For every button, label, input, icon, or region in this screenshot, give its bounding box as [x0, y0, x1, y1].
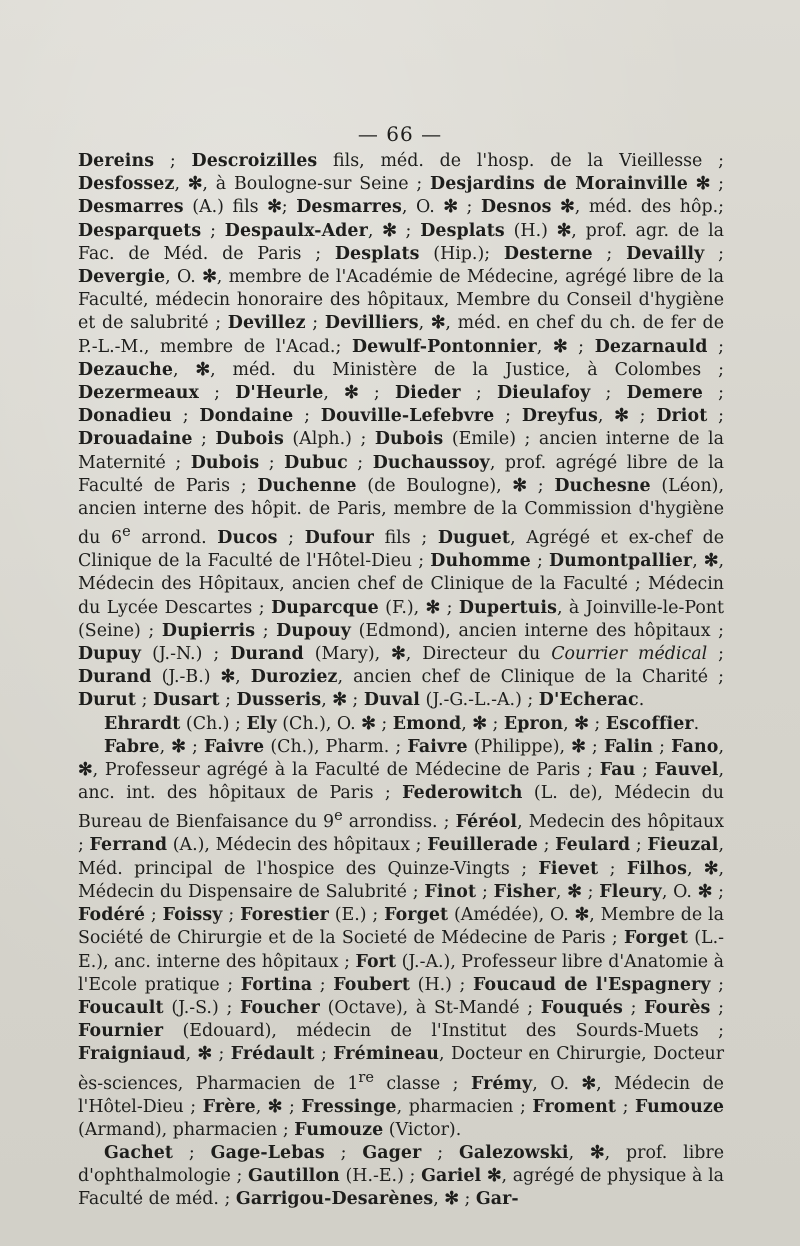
paragraph-g-entries: Gachet ; Gage-Lebas ; Gager ; Galezowski, ✻, prof. libre d'ophthalmologie ; Gautillon (H.-E.) ; Gariel ✻, agrégé de physique à la Faculté de méd. ; Garrigou-Desarènes, ✻ ; Gar- — [78, 1142, 724, 1210]
paragraph-d-entries: Dereins ; Descroizilles fils, méd. de l'hosp. de la Vieillesse ; Desfossez, ✻, à Boulogne-sur Seine ; Desjardins de Morainville ✻ ; Desmarres (A.) fils ✻; Desmarres, O. ✻ ; Desnos ✻, méd. des hôp.; Desparquets ; Despaulx-Ader, ✻ ; Desplats (H.) ✻, prof. agr. de la Fac. de Méd. de Paris ; Desplats (Hip.); Desterne ; Devailly ; Devergie, O. ✻, membre de l'Académie de Médecine, agrégé libre de la Faculté, médecin honoraire des hôpitaux, Membre du Conseil d'hygiène et de salubrité ; Devillez ; Devilliers, ✻, méd. en chef du ch. de fer de P.-L.-M., membre de l'Acad.; Dewulf-Pontonnier, ✻ ; Dezarnauld ; Dezauche, ✻, méd. du Ministère de la Justice, à Colombes ; Dezermeaux ; D'Heurle, ✻ ; Dieder ; Dieulafoy ; Demere ; Donadieu ; Dondaine ; Douville-Lefebvre ; Dreyfus, ✻ ; Driot ; Drouadaine ; Dubois (Alph.) ; Dubois (Emile) ; ancien interne de la Maternité ; Dubois ; Dubuc ; Duchaussoy, prof. agrégé libre de la Faculté de Paris ; Duchenne (de Boulogne), ✻ ; Duchesne (Léon), ancien interne des hôpit. de Paris, membre de la Commission d'hygiène du 6e arrond. Ducos ; Dufour fils ; Duguet, Agrégé et ex-chef de Clinique de la Faculté de l'Hôtel-Dieu ; Duhomme ; Dumontpallier, ✻, Médecin des Hôpitaux, ancien chef de Clinique de la Faculté ; Médecin du Lycée Descartes ; Duparcque (F.), ✻ ; Dupertuis, à Joinville-le-Pont (Seine) ; Dupierris ; Dupouy (Edmond), ancien interne des hôpitaux ; Dupuy (J.-N.) ; Durand (Mary), ✻, Directeur du Courrier médical ; Durand (J.-B.) ✻, Duroziez, ancien chef de Clinique de la Charité ; Durut ; Dusart ; Dusseris, ✻ ; Duval (J.-G.-L.-A.) ; D'Echerac. — [78, 151, 725, 711]
paragraph-e-entries: Ehrardt (Ch.) ; Ely (Ch.), O. ✻ ; Emond, ✻ ; Epron, ✻ ; Escoffier. — [104, 713, 700, 734]
directory-text — [78, 150, 724, 1212]
page-number: — 66 — — [357, 122, 443, 146]
paragraph-f-entries: Fabre, ✻ ; Faivre (Ch.), Pharm. ; Faivre (Philippe), ✻ ; Falin ; Fano, ✻, Professeur agrégé à la Faculté de Médecine de Paris ; Fau ; Fauvel, anc. int. des hôpitaux de Paris ; Federowitch (L. de), Médecin du Bureau de Bienfaisance du 9e arrondiss. ; Féréol, Medecin des hôpitaux ; Ferrand (A.), Médecin des hôpitaux ; Feuillerade ; Feulard ; Fieuzal, Méd. principal de l'hospice des Quinze-Vingts ; Fievet ; Filhos, ✻, Médecin du Dispensaire de Salubrité ; Finot ; Fisher, ✻ ; Fleury, O. ✻ ; Fodéré ; Foissy ; Forestier (E.) ; Forget (Amédée), O. ✻, Membre de la Société de Chirurgie et de la Societé de Médecine de Paris ; Forget (L.-E.), anc. interne des hôpitaux ; Fort (J.-A.), Professeur libre d'Anatomie à l'Ecole pratique ; Fortina ; Foubert (H.) ; Foucaud de l'Espagnery ; Foucault (J.-S.) ; Foucher (Octave), à St-Mandé ; Fouqués ; Fourès ; Fournier (Edouard), médecin de l'Institut des Sourds-Muets ; Fraigniaud, ✻ ; Frédault ; Frémineau, Docteur en Chirurgie, Docteur ès-sciences, Pharmacien de 1re classe ; Frémy, O. ✻, Médecin de l'Hôtel-Dieu ; Frère, ✻ ; Fressinge, pharmacien ; Froment ; Fumouze (Armand), pharmacien ; Fumouze (Victor). — [78, 736, 725, 1140]
